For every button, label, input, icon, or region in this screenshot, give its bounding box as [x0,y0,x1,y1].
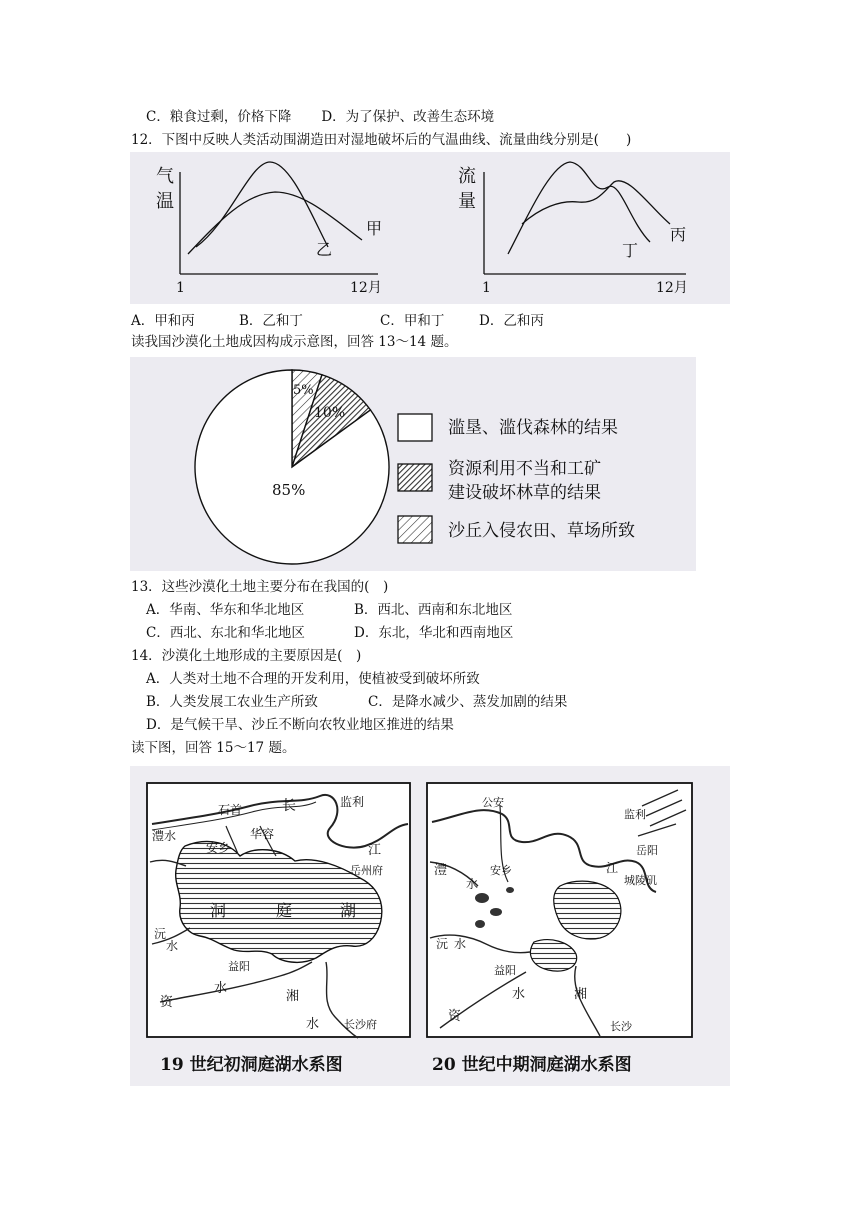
map-left-label-dong: 洞 [210,901,227,920]
map-left-label-changsha: 长沙府 [344,1018,377,1031]
q14-option-d: D．是气候干旱、沙丘不断向农牧业地区推进的结果 [146,717,454,733]
map-left-label-xiang: 湘 [286,989,300,1004]
map-right-label-zi: 资 [448,1009,462,1024]
map-right-label-jiang: 江 [606,861,619,875]
pie-legend [398,414,635,543]
flow-panel [458,162,688,296]
legend-swatch-2 [398,464,432,491]
flow-curve-label-ding: 丁 [622,241,639,260]
q11-option-d: D．为了保护、改善生态环境 [321,109,495,125]
map-right-label-yiyang: 益阳 [494,964,516,977]
map-left-label-yuan-shui: 水 [166,939,179,953]
legend-swatch-1 [398,414,432,441]
q14-option-c: C．是降水减少、蒸发加剧的结果 [368,694,568,710]
map-left-label-lishui: 澧水 [152,829,177,843]
q12-options [0,312,860,330]
q13-stem: 13．这些沙漠化土地主要分布在我国的( ) [131,579,389,595]
map-right-label-chenglingji: 城陵矶 [624,874,657,887]
map-left-label-xiang-shui: 水 [306,1017,320,1032]
map-right-label-xiang: 湘 [574,987,588,1002]
q13-option-c: C．西北、东北和华北地区 [146,625,305,641]
dongting-map-svg [130,766,730,1086]
q12-curve-svg [130,152,730,304]
map-left-label-shishou: 石首 [218,803,243,817]
temperature-curve-label-yi: 乙 [316,240,333,259]
flow-ylabel-1: 流 [458,166,476,187]
map-left-label-huarong: 华容 [250,827,275,841]
legend-item-2-line-2: 建设破坏林草的结果 [448,483,601,503]
map-right-caption: 20 世纪中期洞庭湖水系图 [432,1055,632,1075]
temperature-x-start: 1 [176,280,185,296]
q11-option-c: C．粮食过剩，价格下降 [146,109,292,125]
q12-stem: 12．下图中反映人类活动围湖造田对湿地破坏后的气温曲线、流量曲线分别是( ) [131,132,632,148]
q12-option-d: D．乙和丙 [479,313,544,329]
map-right-label-changsha: 长沙 [610,1020,632,1033]
map-right-label-gongan: 公安 [482,796,504,809]
pie-chart [195,370,389,564]
map-left-label-jianli: 监利 [340,795,365,809]
map-left-label-jiang: 江 [368,843,382,858]
q14-options-row-2 [0,693,860,711]
q13-option-b: B．西北、西南和东北地区 [354,602,513,618]
q13-options-row-1 [0,601,860,619]
map-20th-century [427,783,692,1075]
read-instruction-15-17: 读下图，回答 15～17 题。 [131,740,296,756]
map-left-label-hu: 湖 [340,901,357,920]
map-right-label-yueyang: 岳阳 [636,844,658,857]
map-19th-century [147,783,410,1075]
map-left-label-yuezhou: 岳州府 [350,864,383,877]
map-right-label-yuan: 沅 [436,937,449,951]
temperature-ylabel-2: 温 [156,191,174,212]
q12-option-a: A．甲和丙 [131,313,195,329]
q13-option-a: A．华南、华东和华北地区 [146,602,305,618]
q12-option-b: B．乙和丁 [239,313,303,329]
map-left-label-chang: 长 [282,798,296,814]
map-right-label-li: 澧 [434,863,448,878]
temperature-x-end: 12月 [350,280,382,296]
q13-options-row-2 [0,624,860,642]
dongting-map-figure [130,766,730,1086]
legend-item-3: 沙丘入侵农田、草场所致 [448,521,635,541]
legend-item-2-line-1: 资源利用不当和工矿 [448,459,601,479]
map-left-label-zi-shui: 水 [214,981,228,996]
q12-option-c: C．甲和丁 [380,313,445,329]
map-right-label-anxiang: 安乡 [490,864,512,877]
map-right-label-jianli: 监利 [624,808,646,821]
map-right-label-yuan-shui: 水 [454,937,467,951]
pie-label-10: 10% [314,405,346,421]
desertification-pie-figure [130,357,696,571]
flow-curve-label-bing: 丙 [670,225,687,244]
temperature-curve-label-jia: 甲 [366,219,383,238]
map-left-label-anxiang: 安乡 [206,841,231,855]
pie-label-5: 5% [293,383,314,398]
q11-options-line [146,108,494,126]
temperature-curve-yi [196,162,328,247]
desertification-pie-svg [130,357,696,571]
flow-ylabel-2: 量 [458,191,476,212]
legend-swatch-3 [398,516,432,543]
q14-option-a: A．人类对土地不合理的开发利用，使植被受到破坏所致 [146,671,480,687]
map-left-label-yiyang: 益阳 [228,960,250,973]
pie-label-85: 85% [272,481,306,499]
map-right-label-zi-shui: 水 [512,987,526,1002]
flow-x-end: 12月 [656,280,688,296]
map-left-caption: 19 世纪初洞庭湖水系图 [160,1055,343,1075]
temperature-curve-jia [188,192,362,254]
legend-item-1: 滥垦、滥伐森林的结果 [448,418,618,438]
temperature-panel [156,162,382,296]
map-left-label-yuan: 沅 [154,927,167,941]
flow-x-start: 1 [482,280,491,296]
q14-option-b: B．人类发展工农业生产所致 [146,694,318,710]
temperature-ylabel-1: 气 [156,166,174,187]
q12-curve-figure [130,152,730,304]
map-left-label-ting: 庭 [276,901,293,920]
q13-option-d: D．东北，华北和西南地区 [354,625,514,641]
map-left-label-zi: 资 [160,995,174,1010]
q14-stem: 14．沙漠化土地形成的主要原因是( ) [131,648,362,664]
read-instruction-13-14: 读我国沙漠化土地成因构成示意图，回答 13～14 题。 [131,334,458,350]
map-right-label-li-shui: 水 [466,877,479,891]
